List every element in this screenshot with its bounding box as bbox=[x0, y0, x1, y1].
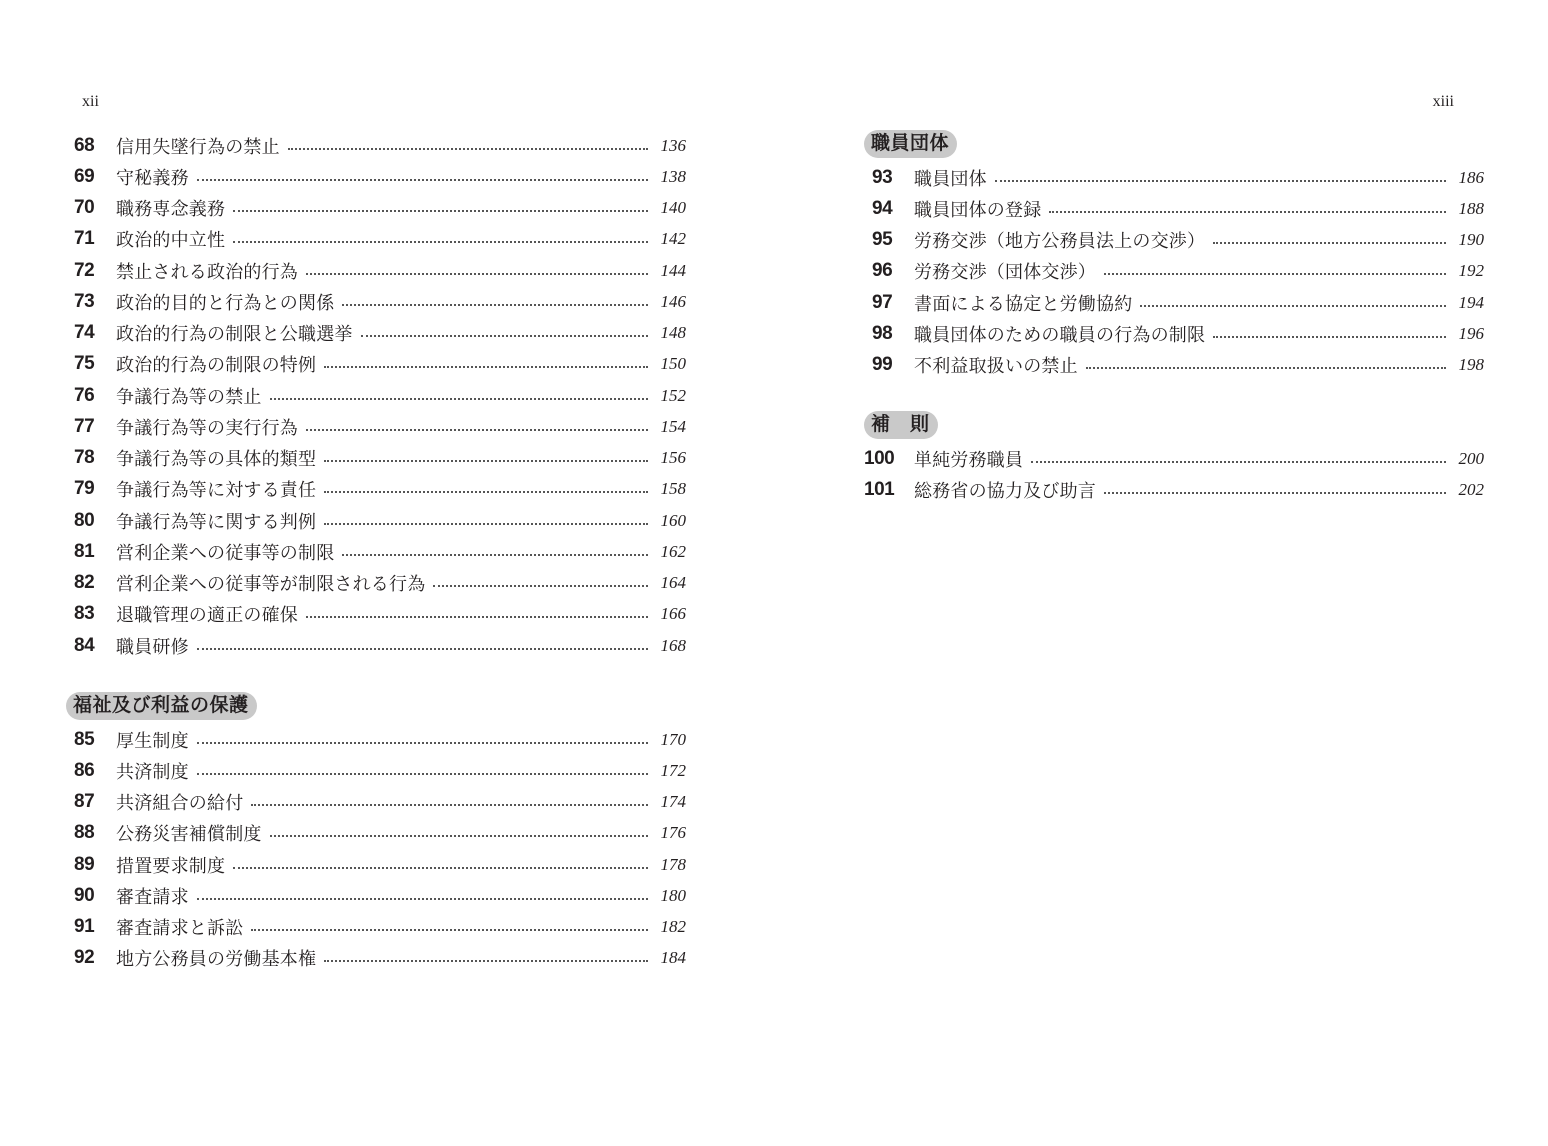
entry-title: 職員団体の登録 bbox=[914, 199, 1042, 221]
entry-title: 総務省の協力及び助言 bbox=[914, 480, 1096, 502]
toc-list bbox=[66, 724, 686, 974]
toc-entry bbox=[66, 505, 686, 536]
toc-entry bbox=[864, 256, 1484, 287]
entry-number: 91 bbox=[74, 916, 95, 938]
entry-page-number: 138 bbox=[660, 166, 686, 186]
entry-title: 政治的行為の制限の特例 bbox=[116, 355, 317, 377]
entry-title: 争議行為等の具体的類型 bbox=[116, 449, 317, 471]
entry-title: 厚生制度 bbox=[116, 730, 189, 752]
toc-entry bbox=[66, 724, 686, 755]
dot-leader bbox=[270, 397, 648, 400]
entry-number: 93 bbox=[872, 166, 893, 188]
entry-title: 政治的中立性 bbox=[116, 230, 226, 252]
toc-entry bbox=[66, 536, 686, 567]
entry-number: 87 bbox=[74, 791, 95, 813]
dot-leader bbox=[1104, 272, 1446, 275]
dot-leader bbox=[1213, 241, 1446, 244]
entry-title: 労務交渉（団体交渉） bbox=[914, 262, 1096, 284]
toc-entry bbox=[66, 349, 686, 380]
entry-page-number: 146 bbox=[660, 291, 686, 311]
entry-number: 78 bbox=[74, 447, 95, 469]
toc-entry bbox=[66, 318, 686, 349]
entry-number: 94 bbox=[872, 197, 893, 219]
entry-page-number: 198 bbox=[1458, 355, 1484, 375]
toc-list bbox=[864, 443, 1484, 506]
entry-number: 97 bbox=[872, 291, 893, 313]
entry-number: 71 bbox=[74, 228, 95, 250]
entry-number: 70 bbox=[74, 197, 95, 219]
entry-number: 68 bbox=[74, 134, 95, 156]
toc-entry bbox=[66, 849, 686, 880]
entry-page-number: 178 bbox=[660, 854, 686, 874]
dot-leader bbox=[324, 522, 648, 525]
entry-number: 79 bbox=[74, 478, 95, 500]
toc-entry bbox=[66, 818, 686, 849]
toc-section bbox=[864, 130, 1484, 381]
entry-title: 営利企業への従事等の制限 bbox=[116, 542, 335, 564]
entry-page-number: 142 bbox=[660, 229, 686, 249]
entry-page-number: 154 bbox=[660, 416, 686, 436]
entry-page-number: 152 bbox=[660, 385, 686, 405]
toc-entry bbox=[66, 943, 686, 974]
entry-number: 88 bbox=[74, 822, 95, 844]
toc-list bbox=[864, 162, 1484, 381]
entry-title: 単純労務職員 bbox=[914, 449, 1024, 471]
entry-page-number: 194 bbox=[1458, 292, 1484, 312]
entry-number: 85 bbox=[74, 728, 95, 750]
toc-entry bbox=[66, 380, 686, 411]
dot-leader bbox=[1104, 491, 1446, 494]
dot-leader bbox=[233, 866, 648, 869]
dot-leader bbox=[233, 240, 648, 243]
entry-title: 信用失墜行為の禁止 bbox=[116, 136, 280, 158]
entry-page-number: 172 bbox=[660, 760, 686, 780]
entry-number: 92 bbox=[74, 947, 95, 969]
dot-leader bbox=[306, 615, 648, 618]
dot-leader bbox=[324, 959, 648, 962]
right-page bbox=[774, 0, 1548, 1146]
entry-page-number: 150 bbox=[660, 354, 686, 374]
dot-leader bbox=[324, 459, 648, 462]
entry-title: 職員研修 bbox=[116, 636, 189, 658]
entry-number: 98 bbox=[872, 322, 893, 344]
toc-section bbox=[66, 692, 686, 974]
entry-title: 職務専念義務 bbox=[116, 199, 226, 221]
entry-page-number: 186 bbox=[1458, 167, 1484, 187]
entry-number: 69 bbox=[74, 165, 95, 187]
entry-number: 95 bbox=[872, 229, 893, 251]
dot-leader bbox=[306, 272, 648, 275]
dot-leader bbox=[1086, 366, 1446, 369]
entry-number: 96 bbox=[872, 260, 893, 282]
entry-page-number: 164 bbox=[660, 573, 686, 593]
toc-entry bbox=[66, 880, 686, 911]
entry-page-number: 158 bbox=[660, 479, 686, 499]
entry-page-number: 184 bbox=[660, 948, 686, 968]
entry-title: 争議行為等の実行行為 bbox=[116, 417, 298, 439]
entry-page-number: 136 bbox=[660, 135, 686, 155]
entry-page-number: 188 bbox=[1458, 198, 1484, 218]
toc-entry bbox=[66, 411, 686, 442]
toc-entry bbox=[66, 161, 686, 192]
dot-leader bbox=[324, 490, 648, 493]
dot-leader bbox=[197, 897, 648, 900]
entry-number: 76 bbox=[74, 384, 95, 406]
entry-page-number: 190 bbox=[1458, 230, 1484, 250]
toc-entry bbox=[66, 630, 686, 661]
section-heading: 補 則 bbox=[864, 411, 938, 439]
dot-leader bbox=[433, 584, 648, 587]
entry-number: 72 bbox=[74, 259, 95, 281]
dot-leader bbox=[251, 803, 648, 806]
entry-title: 職員団体 bbox=[914, 168, 987, 190]
dot-leader bbox=[342, 553, 648, 556]
toc-entry bbox=[66, 443, 686, 474]
entry-number: 73 bbox=[74, 290, 95, 312]
entry-title: 労務交渉（地方公務員法上の交渉） bbox=[914, 231, 1206, 253]
page-folio: xiii bbox=[1432, 93, 1454, 110]
toc-entry bbox=[66, 912, 686, 943]
toc-entry bbox=[864, 162, 1484, 193]
entry-title: 共済組合の給付 bbox=[116, 793, 244, 815]
dot-leader bbox=[270, 834, 648, 837]
entry-number: 77 bbox=[74, 415, 95, 437]
entry-title: 政治的行為の制限と公職選挙 bbox=[116, 324, 353, 346]
entry-number: 90 bbox=[74, 884, 95, 906]
toc-entry bbox=[864, 474, 1484, 505]
entry-number: 75 bbox=[74, 353, 95, 375]
toc-entry bbox=[864, 287, 1484, 318]
entry-page-number: 192 bbox=[1458, 261, 1484, 281]
toc-entry bbox=[864, 318, 1484, 349]
dot-leader bbox=[288, 147, 648, 150]
toc-entry bbox=[66, 474, 686, 505]
entry-page-number: 170 bbox=[660, 729, 686, 749]
entry-page-number: 168 bbox=[660, 635, 686, 655]
entry-title: 争議行為等に関する判例 bbox=[116, 511, 317, 533]
entry-number: 74 bbox=[74, 322, 95, 344]
entry-page-number: 148 bbox=[660, 323, 686, 343]
dot-leader bbox=[1140, 304, 1446, 307]
entry-number: 89 bbox=[74, 853, 95, 875]
entry-title: 審査請求と訴訟 bbox=[116, 918, 244, 940]
toc-entry bbox=[66, 755, 686, 786]
entry-page-number: 166 bbox=[660, 604, 686, 624]
dot-leader bbox=[995, 179, 1446, 182]
entry-title: 政治的目的と行為との関係 bbox=[116, 292, 335, 314]
dot-leader bbox=[1213, 335, 1446, 338]
toc-entry bbox=[66, 130, 686, 161]
toc-list bbox=[66, 130, 686, 661]
entry-page-number: 156 bbox=[660, 448, 686, 468]
entry-title: 守秘義務 bbox=[116, 167, 189, 189]
entry-title: 職員団体のための職員の行為の制限 bbox=[914, 324, 1206, 346]
entry-page-number: 160 bbox=[660, 510, 686, 530]
toc-entry bbox=[66, 286, 686, 317]
dot-leader bbox=[197, 741, 648, 744]
entry-title: 共済制度 bbox=[116, 761, 189, 783]
toc-entry bbox=[864, 193, 1484, 224]
entry-page-number: 176 bbox=[660, 823, 686, 843]
dot-leader bbox=[197, 178, 648, 181]
page-folio: xii bbox=[82, 93, 99, 110]
entry-page-number: 144 bbox=[660, 260, 686, 280]
toc-section bbox=[864, 411, 1484, 506]
entry-number: 80 bbox=[74, 509, 95, 531]
section-heading: 福祉及び利益の保護 bbox=[66, 692, 257, 720]
entry-title: 禁止される政治的行為 bbox=[116, 261, 298, 283]
section-heading: 職員団体 bbox=[864, 130, 957, 158]
entry-page-number: 200 bbox=[1458, 448, 1484, 468]
entry-number: 82 bbox=[74, 572, 95, 594]
entry-page-number: 174 bbox=[660, 792, 686, 812]
entry-number: 101 bbox=[864, 478, 895, 500]
entry-number: 86 bbox=[74, 759, 95, 781]
entry-page-number: 182 bbox=[660, 917, 686, 937]
dot-leader bbox=[233, 209, 648, 212]
entry-title: 営利企業への従事等が制限される行為 bbox=[116, 574, 426, 596]
toc-entry bbox=[66, 568, 686, 599]
dot-leader bbox=[324, 365, 648, 368]
dot-leader bbox=[1031, 460, 1446, 463]
toc-entry bbox=[66, 787, 686, 818]
entry-page-number: 202 bbox=[1458, 479, 1484, 499]
dot-leader bbox=[306, 428, 648, 431]
entry-number: 81 bbox=[74, 540, 95, 562]
entry-title: 公務災害補償制度 bbox=[116, 824, 262, 846]
toc-entry bbox=[66, 599, 686, 630]
entry-page-number: 180 bbox=[660, 885, 686, 905]
entry-number: 100 bbox=[864, 447, 895, 469]
entry-title: 措置要求制度 bbox=[116, 855, 226, 877]
entry-title: 争議行為等に対する責任 bbox=[116, 480, 317, 502]
toc-entry bbox=[864, 443, 1484, 474]
entry-title: 退職管理の適正の確保 bbox=[116, 605, 298, 627]
toc-entry bbox=[66, 193, 686, 224]
dot-leader bbox=[1049, 210, 1446, 213]
toc-entry bbox=[66, 255, 686, 286]
dot-leader bbox=[361, 334, 648, 337]
dot-leader bbox=[342, 303, 648, 306]
dot-leader bbox=[251, 928, 648, 931]
entry-page-number: 162 bbox=[660, 541, 686, 561]
entry-number: 99 bbox=[872, 354, 893, 376]
entry-title: 地方公務員の労働基本権 bbox=[116, 949, 317, 971]
toc-entry bbox=[864, 225, 1484, 256]
entry-number: 83 bbox=[74, 603, 95, 625]
entry-title: 書面による協定と労働協約 bbox=[914, 293, 1133, 315]
entry-title: 争議行為等の禁止 bbox=[116, 386, 262, 408]
entry-page-number: 140 bbox=[660, 198, 686, 218]
entry-title: 不利益取扱いの禁止 bbox=[914, 356, 1078, 378]
dot-leader bbox=[197, 647, 648, 650]
entry-title: 審査請求 bbox=[116, 886, 189, 908]
dot-leader bbox=[197, 772, 648, 775]
entry-page-number: 196 bbox=[1458, 323, 1484, 343]
toc-entry bbox=[66, 224, 686, 255]
entry-number: 84 bbox=[74, 634, 95, 656]
toc-entry bbox=[864, 350, 1484, 381]
